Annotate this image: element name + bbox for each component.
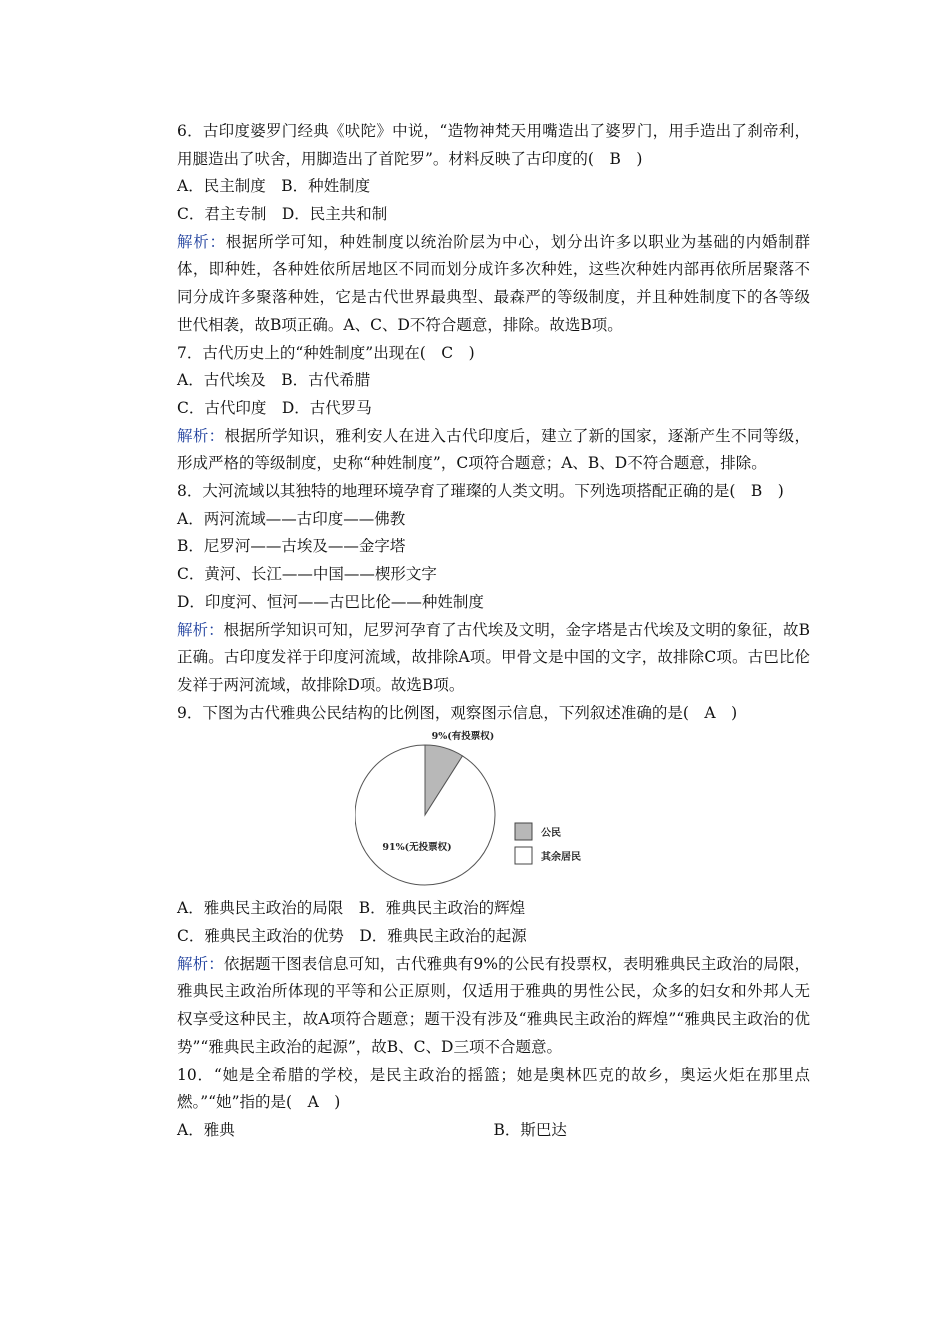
legend-label-1: 公民 [541, 828, 561, 840]
q7-analysis [145, 423, 810, 478]
pie-slice-label-2: 91%(无投票权) [382, 842, 452, 854]
analysis-label: 解析： [177, 426, 225, 445]
analysis-text: 根据所学知识，雅利安人在进入古代印度后，建立了新的国家，逐渐产生不同等级，形成严格的等级制度，史称“种姓制度”，C项符合题意；A、B、D不符合题意，排除。 [177, 426, 810, 473]
q8-option-b: B．尼罗河——古埃及——金字塔 [177, 537, 406, 556]
pie-slice-2 [355, 745, 495, 885]
analysis-text: 依据题干图表信息可知，古代雅典有9%的公民有投票权，表明雅典民主政治的局限，雅典民主政治所体现的平等和公正原则，仅适用于雅典的男性公民，众多的妇女和外邦人无权享受这种民主，故A项符合题意；题干没有涉及“雅典民主政治的辉煌”“雅典民主政治的优势”“雅典民主政治的起源”，故B、C、D三项不合题意。 [177, 954, 810, 1056]
q8-option-c: C．黄河、长江——中国——楔形文字 [177, 565, 437, 584]
q10-option-a: A．雅典 [177, 1120, 235, 1139]
q10-stem: 10．“她是全希腊的学校，是民主政治的摇篮；她是奥林匹克的故乡，奥运火炬在那里点燃。”“她”指的是( A ) [177, 1065, 810, 1112]
analysis-text: 根据所学可知，种姓制度以统治阶层为中心，划分出许多以职业为基础的内婚制群体，即种姓，各种姓依所居地区不同而划分成许多次种姓，这些次种姓内部再依所居聚落不同分成许多聚落种姓，它是古代世界最典型、最森严的等级制度，并且种姓制度下的各等级世代相袭，故B项正确。A、C、D不符合题意，排除。故选B项。 [177, 232, 810, 334]
q6-analysis [145, 229, 810, 340]
q7-options-ab: A．古代埃及 B．古代希腊 [177, 371, 371, 390]
pie-chart [145, 729, 810, 891]
q10-options [145, 1117, 810, 1145]
q8-stem: 8．大河流域以其独特的地理环境孕育了璀璨的人类文明。下列选项搭配正确的是( B ) [177, 482, 784, 501]
q6-options-ab: A．民主制度 B．种姓制度 [177, 177, 371, 196]
document-page [145, 118, 810, 1145]
q9-options-ab: A．雅典民主政治的局限 B．雅典民主政治的辉煌 [177, 899, 526, 918]
q9-options-cd: C．雅典民主政治的优势 D．雅典民主政治的起源 [177, 927, 527, 946]
pie-chart-svg [355, 729, 655, 889]
q8-option-d: D．印度河、恒河——古巴比伦——种姓制度 [177, 592, 484, 611]
analysis-label: 解析： [177, 232, 226, 251]
q9-stem: 9．下图为古代雅典公民结构的比例图，观察图示信息，下列叙述准确的是( A ) [177, 703, 738, 722]
q8-option-a: A．两河流域——古印度——佛教 [177, 509, 406, 528]
analysis-text: 根据所学知识可知，尼罗河孕育了古代埃及文明，金字塔是古代埃及文明的象征，故B正确。古印度发祥于印度河流域，故排除A项。甲骨文是中国的文字，故排除C项。古巴比伦发祥于两河流域，故排除D项。故选B项。 [177, 620, 810, 694]
legend-swatch-2 [515, 847, 532, 864]
legend-swatch-1 [515, 823, 532, 840]
q6-options-cd: C．君主专制 D．民主共和制 [177, 205, 388, 224]
q8-analysis [145, 617, 810, 700]
q7-stem: 7．古代历史上的“种姓制度”出现在( C ) [177, 343, 475, 362]
analysis-label: 解析： [177, 620, 224, 639]
q7-options-cd: C．古代印度 D．古代罗马 [177, 398, 372, 417]
pie-slice-label-1: 9%(有投票权) [431, 731, 495, 743]
q10-option-b: B．斯巴达 [493, 1120, 567, 1139]
legend-label-2: 其余居民 [541, 852, 581, 864]
q9-analysis [145, 951, 810, 1062]
analysis-label: 解析： [177, 954, 224, 973]
q6-stem: 6．古印度婆罗门经典《吠陀》中说，“造物神梵天用嘴造出了婆罗门，用手造出了刹帝利，用腿造出了吠舍，用脚造出了首陀罗”。材料反映了古印度的( B ) [177, 122, 810, 168]
